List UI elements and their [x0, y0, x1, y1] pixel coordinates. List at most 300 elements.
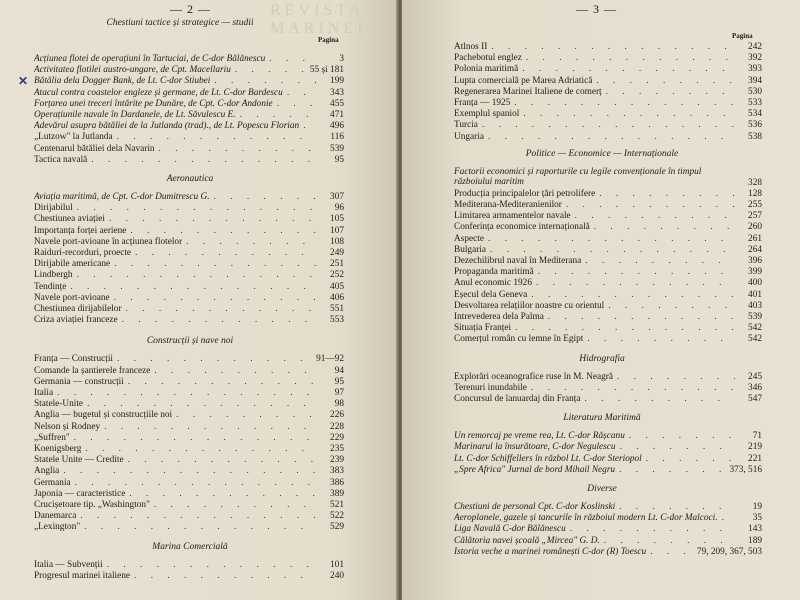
leader-dots — [616, 442, 735, 453]
index-entry — [454, 211, 762, 222]
leader-dots — [76, 511, 317, 522]
pagina-label-left: Pagina — [318, 36, 339, 44]
index-entry — [34, 466, 344, 477]
index-entry — [34, 399, 344, 410]
entry-title: Lt. C-dor Schiffellers în războl Lt. C-dor Steriopol — [454, 453, 642, 464]
entry-title: Navele port-avioane — [34, 292, 110, 303]
entry-page: 189 — [748, 535, 762, 546]
leader-dots — [105, 214, 317, 225]
index-entry — [454, 64, 762, 75]
index-entry — [34, 366, 344, 377]
index-entry — [454, 290, 762, 301]
index-entry — [34, 192, 344, 203]
leader-dots — [518, 64, 735, 75]
leader-dots — [486, 245, 735, 256]
cross-mark: ✕ — [18, 74, 29, 88]
entry-title: Propaganda maritimă — [454, 267, 534, 278]
leader-dots — [615, 502, 735, 513]
index-entry — [454, 189, 762, 200]
entry-page: 539 — [748, 312, 762, 322]
entry-title: Raiduri-recorduri, proecte — [34, 248, 132, 258]
entry-page: 533 — [748, 98, 762, 108]
leader-dots — [511, 323, 735, 334]
entry-page: 373, 516 — [729, 464, 762, 475]
leader-dots — [124, 455, 317, 466]
entry-title: Activitatea flotilei austro-ungare, de Cpt. Macellariu — [34, 65, 231, 76]
entry-page: 393 — [748, 64, 762, 75]
index-entry — [34, 422, 344, 433]
leader-dots — [210, 192, 317, 203]
entry-page: 405 — [330, 281, 344, 292]
entry-title: Exemplul spaniol — [454, 109, 520, 120]
leader-dots — [646, 547, 694, 558]
section-heading: Hidrografia — [579, 353, 625, 364]
entry-page: 242 — [748, 42, 762, 52]
leader-dots — [581, 394, 735, 405]
leader-dots — [73, 270, 317, 281]
entry-title: „Lutzow" la Jutlanda — [34, 132, 113, 143]
index-entry — [34, 65, 344, 76]
entry-page: 235 — [330, 444, 344, 454]
entry-page: 389 — [330, 488, 344, 499]
index-entry — [34, 203, 344, 214]
entry-page: 530 — [748, 86, 762, 97]
entry-title: Istoria veche a marinei românești C-dor (R) Toescu — [454, 546, 647, 557]
entry-title: Intrevederea dela Palma — [454, 312, 544, 322]
index-entry — [34, 293, 344, 304]
index-entry — [454, 301, 762, 312]
section-heading: Diverse — [587, 484, 617, 494]
index-entry — [454, 267, 762, 278]
entry-title: Polonia maritimă — [454, 64, 519, 75]
entry-title: Statele-Unite — [34, 399, 84, 410]
entry-page: 91—92 — [316, 354, 344, 365]
index-entry — [34, 237, 344, 248]
entry-title: Un remorcaj pe vreme rea, Lt. C-dor Rășcanu — [454, 431, 625, 442]
entry-title: „Spre Africa" Jurnal de bord Mihail Negru — [454, 464, 616, 475]
leader-dots — [131, 248, 317, 259]
entry-title: Anglia — bugetul și construcțiile noi — [34, 410, 173, 421]
index-entry — [454, 465, 762, 476]
section-heading: Chestiuni tactice și strategice — studii — [106, 18, 254, 28]
entry-page: 219 — [748, 442, 762, 453]
index-entry — [454, 372, 762, 383]
left-page — [0, 0, 398, 600]
index-entry — [34, 388, 344, 399]
index-entry — [454, 454, 762, 465]
entry-title: Forțarea unei treceri întărite pe Dunăre, de Cpt. C-dor Andonie — [34, 98, 273, 109]
index-entry — [454, 167, 762, 189]
leader-dots — [87, 155, 317, 166]
index-entry — [34, 110, 344, 121]
leader-dots — [604, 301, 735, 312]
entry-page: 539 — [330, 143, 344, 154]
leader-dots — [484, 132, 735, 143]
leader-dots — [125, 489, 317, 500]
leader-dots — [118, 315, 317, 326]
entry-title: Tendințe — [34, 281, 67, 292]
index-entry — [34, 354, 344, 365]
leader-dots — [527, 290, 735, 301]
page-number-left: — 2 — — [170, 2, 211, 16]
index-entry — [454, 53, 762, 64]
entry-page: 328 — [748, 177, 762, 188]
entry-page: 143 — [748, 524, 762, 535]
index-entry — [34, 478, 344, 489]
entry-page: 399 — [748, 267, 762, 278]
leader-dots — [592, 76, 735, 87]
leader-dots — [562, 200, 735, 211]
entry-title: Koenigsberg — [34, 444, 82, 454]
leader-dots — [571, 211, 735, 222]
entry-page: 35 — [752, 513, 762, 524]
index-entry — [34, 99, 344, 110]
index-entry — [454, 502, 762, 513]
entry-title: Italia — Subvenții — [34, 559, 103, 570]
entry-title: Liga Navală C-dor Bălănescu — [454, 524, 566, 535]
leader-dots — [600, 536, 735, 547]
entry-page: 542 — [748, 323, 762, 334]
index-entry — [454, 383, 762, 394]
entry-page: 107 — [330, 225, 344, 236]
leader-dots — [566, 524, 735, 535]
entry-title: Anul economic 1926 — [454, 278, 532, 289]
entry-title: Bătălia dela Dogger Bank, de Lt. C-dor Stiubei — [34, 76, 211, 87]
entry-page: 496 — [330, 121, 344, 132]
entry-page: 471 — [330, 110, 344, 120]
entry-page: 255 — [748, 200, 762, 210]
leader-dots — [522, 53, 735, 64]
leader-dots — [100, 422, 317, 433]
entry-page: 346 — [748, 382, 762, 393]
entry-title: Germania — [34, 477, 71, 488]
entry-page: 199 — [330, 76, 344, 87]
leader-dots — [527, 383, 735, 394]
index-entry — [454, 394, 762, 405]
entry-page: 257 — [748, 211, 762, 222]
leader-dots — [155, 144, 317, 155]
leader-dots — [73, 203, 317, 214]
entry-title: Acțiunea flotei de operațiuni în Tartuciai, de C-dor Bălănescu — [34, 54, 266, 64]
entry-title: Atacul contra coastelor engleze și germane, de Lt. C-dor Bardescu — [34, 87, 283, 98]
index-entry — [454, 536, 762, 547]
entry-page: 98 — [334, 399, 344, 410]
index-entry — [454, 524, 762, 535]
entry-page: 522 — [330, 511, 344, 522]
leader-dots — [231, 65, 307, 76]
entry-page: 396 — [748, 256, 762, 266]
entry-page: 55 și 181 — [309, 65, 344, 76]
index-entry — [34, 144, 344, 155]
entry-page: 116 — [330, 132, 344, 143]
leader-dots — [81, 444, 317, 455]
entry-title: Dirijabile americane — [34, 259, 111, 270]
pagina-label-right: Pagina — [732, 32, 753, 40]
entry-title: Italia — [34, 388, 54, 398]
entry-page: 108 — [330, 236, 344, 247]
entry-title: Eșecul dela Geneva — [454, 289, 528, 300]
leader-dots — [595, 189, 735, 200]
entry-title: Nelson și Rodney — [34, 421, 101, 432]
index-entry — [34, 214, 344, 225]
entry-title: Importanța forței aeriene — [34, 225, 127, 236]
index-entry — [34, 76, 344, 87]
entry-title: Adevărul asupra bătăliei de la Jutlanda (trad)., de Lt. Popescu Florian — [34, 121, 300, 132]
index-entry — [454, 222, 762, 233]
leader-dots — [150, 366, 317, 377]
entry-title: Aeroplanele, gazele și tancurile în războiul modern Lt. C-dor Malcoci. — [454, 513, 718, 524]
index-entry — [34, 489, 344, 500]
entry-title: Crucișetoare tip. „Washington" — [34, 500, 150, 510]
index-entry — [454, 442, 762, 453]
entry-page: 240 — [330, 570, 344, 581]
index-entry — [454, 120, 762, 131]
leader-dots — [583, 334, 735, 345]
leader-dots — [110, 293, 317, 304]
entry-title: Turcia — [454, 120, 478, 131]
leader-dots — [110, 259, 317, 270]
entry-title: Limitarea armamentelor navale — [454, 211, 571, 222]
entry-page: 128 — [748, 188, 762, 199]
index-entry — [34, 511, 344, 522]
entry-title: Anglia — [34, 466, 60, 477]
leader-dots — [590, 222, 735, 233]
leader-dots — [283, 88, 317, 99]
entry-title: Marinarul la însurătoare, C-dor Negulescu — [454, 442, 616, 453]
entry-title: Atlnos II — [454, 42, 488, 52]
entry-page: 542 — [748, 334, 762, 345]
entry-title: Desvoltarea relațiilor noastre cu orientul — [454, 300, 605, 311]
entry-page: 261 — [748, 233, 762, 244]
entry-page: 239 — [330, 455, 344, 466]
leader-dots — [126, 226, 317, 237]
entry-title: Lindbergh — [34, 270, 73, 281]
leader-dots — [236, 110, 317, 121]
entry-page: 383 — [330, 466, 344, 477]
entry-title: Centenarul bătăliei dela Navarin — [34, 143, 155, 154]
entry-title: Franța — Construcții — [34, 354, 114, 365]
entry-page: 245 — [748, 371, 762, 382]
leader-dots — [66, 282, 317, 293]
leader-dots — [71, 478, 317, 489]
section-heading: Marina Comercială — [152, 541, 228, 552]
entry-title: Japonia — caracteristice — [34, 488, 126, 499]
index-entry — [34, 259, 344, 270]
index-entry — [34, 132, 344, 143]
entry-page: 97 — [334, 388, 344, 398]
entry-page: 95 — [334, 376, 344, 387]
entry-title: Concursul de îanuardaj din Franța — [454, 394, 581, 404]
index-entry — [34, 571, 344, 582]
leader-dots — [484, 234, 735, 245]
entry-page: 264 — [748, 244, 762, 255]
leader-dots — [718, 513, 735, 524]
index-entry — [34, 560, 344, 571]
entry-page: 260 — [748, 222, 762, 233]
section-heading: Construcții și nave noi — [146, 336, 234, 347]
entry-title: Danemarca — [34, 511, 77, 522]
leader-dots — [273, 99, 317, 110]
entry-page: 229 — [330, 432, 344, 443]
entry-title: Germania — construcții — [34, 376, 124, 387]
entry-page: 19 — [752, 502, 762, 512]
entry-page: 553 — [330, 315, 344, 326]
section-heading: Politice — Economice — Internaționale — [525, 148, 679, 159]
index-entry — [454, 547, 762, 558]
leader-dots — [83, 399, 317, 410]
entry-title: „Suffren" — [34, 432, 70, 443]
leader-dots — [519, 109, 735, 120]
index-entry — [34, 270, 344, 281]
entry-title: Situația Franței — [454, 323, 512, 334]
leader-dots — [299, 121, 317, 132]
index-entry — [34, 444, 344, 455]
index-entry — [34, 155, 344, 166]
index-entry — [34, 433, 344, 444]
leader-dots — [534, 267, 735, 278]
entry-page: 392 — [748, 53, 762, 64]
index-entry — [34, 304, 344, 315]
watermark: REVISTA MARINEI — [270, 2, 367, 37]
index-entry — [34, 315, 344, 326]
entry-page: 534 — [748, 109, 762, 120]
leader-dots — [124, 377, 317, 388]
entry-page: 521 — [330, 500, 344, 510]
entry-page: 228 — [330, 421, 344, 432]
entry-title: Explorări oceanografice ruse în M. Neagră — [454, 371, 614, 382]
entry-page: 249 — [330, 248, 344, 258]
leader-dots — [113, 132, 317, 143]
leader-dots — [113, 354, 313, 365]
leader-dots — [265, 54, 317, 65]
entry-page: 3 — [339, 54, 344, 64]
index-entry — [454, 200, 762, 211]
index-entry — [454, 132, 762, 143]
entry-page: 307 — [330, 192, 344, 202]
index-entry — [454, 278, 762, 289]
entry-title: Statele Unite — Credite — [34, 455, 124, 466]
section-heading: Aeronautica — [166, 174, 214, 184]
entry-page: 538 — [748, 131, 762, 142]
leader-dots — [182, 237, 317, 248]
entry-title: Criza aviației franceze — [34, 315, 118, 326]
entry-page: 71 — [752, 431, 762, 442]
index-entry — [34, 54, 344, 65]
index-entry — [34, 377, 344, 388]
leader-dots — [210, 76, 317, 87]
entry-title: Aspecte — [454, 233, 484, 244]
index-entry — [454, 323, 762, 334]
entry-page: 105 — [330, 214, 344, 225]
entry-page: 96 — [334, 203, 344, 214]
entry-title: Factorii economici și raporturile cu legile convenționale în timpul războiului maritim — [454, 166, 702, 187]
index-entry — [34, 522, 344, 533]
leader-dots — [544, 312, 735, 323]
entry-page: 394 — [748, 75, 762, 86]
leader-dots — [613, 372, 735, 383]
leader-dots — [59, 466, 317, 477]
index-entry — [34, 500, 344, 511]
entry-page: 252 — [330, 270, 344, 281]
entry-page: 221 — [748, 453, 762, 464]
index-entry — [34, 121, 344, 132]
leader-dots — [602, 87, 735, 98]
index-entry — [34, 248, 344, 259]
index-entry — [454, 87, 762, 98]
entry-title: Conferința economice internațională — [454, 222, 590, 233]
leader-dots — [53, 388, 317, 399]
entry-page: 529 — [330, 522, 344, 533]
index-entry — [34, 455, 344, 466]
right-page — [402, 0, 800, 600]
index-entry — [454, 431, 762, 442]
entry-title: Terenuri inundabile — [454, 382, 527, 393]
leader-dots — [581, 256, 735, 267]
leader-dots — [103, 560, 317, 571]
index-entry — [454, 109, 762, 120]
entry-title: Chestiunea aviației — [34, 214, 105, 225]
index-entry — [454, 334, 762, 345]
entry-title: Călătoria navei școală „Mircea" G. D. — [454, 535, 600, 546]
entry-title: „Lexington" — [34, 522, 81, 533]
entry-title: Comande la șantierele franceze — [34, 365, 151, 376]
index-entry — [34, 226, 344, 237]
index-entry — [454, 256, 762, 267]
entry-title: Regenerarea Marinei Italiene de comerț — [454, 86, 602, 97]
leader-dots — [70, 433, 317, 444]
leader-dots — [172, 410, 317, 421]
entry-title: Ungaria — [454, 131, 484, 142]
entry-page: 455 — [330, 98, 344, 109]
entry-page: 406 — [330, 292, 344, 303]
index-entry — [454, 42, 762, 53]
entry-title: Comerțul român cu lemne în Egipt — [454, 334, 584, 345]
leader-dots — [150, 500, 317, 511]
entry-page: 551 — [330, 304, 344, 314]
leader-dots — [510, 98, 735, 109]
index-entry — [454, 245, 762, 256]
entry-page: 94 — [334, 365, 344, 376]
index-entry — [34, 410, 344, 421]
index-entry — [454, 76, 762, 87]
page-number-right: — 3 — — [576, 2, 617, 16]
index-entry — [454, 98, 762, 109]
entry-title: Tactica navală — [34, 154, 88, 165]
index-entry — [454, 513, 762, 524]
entry-title: Chestiunea dirijabilelor — [34, 304, 122, 314]
leader-dots — [122, 304, 317, 315]
entry-title: Mediterana-Mediteranienilor — [454, 200, 562, 210]
entry-title: Chestiuni de personal Cpt. C-dor Koslinski — [454, 502, 616, 512]
entry-title: Pachebotul englez — [454, 53, 522, 64]
leader-dots — [642, 454, 735, 465]
index-entry — [34, 88, 344, 99]
entry-page: 101 — [330, 559, 344, 570]
entry-page: 95 — [334, 154, 344, 165]
leader-dots — [478, 120, 735, 131]
entry-page: 386 — [330, 477, 344, 488]
entry-page: 226 — [330, 410, 344, 421]
entry-page: 343 — [330, 87, 344, 98]
entry-page: 403 — [748, 300, 762, 311]
leader-dots — [625, 431, 735, 442]
leader-dots — [615, 465, 726, 476]
leader-dots — [487, 42, 735, 53]
entry-title: Navele port-avioane în acțiunea flotelor — [34, 236, 183, 247]
entry-page: 547 — [748, 394, 762, 404]
entry-page: 251 — [330, 259, 344, 270]
entry-page: 536 — [748, 120, 762, 131]
